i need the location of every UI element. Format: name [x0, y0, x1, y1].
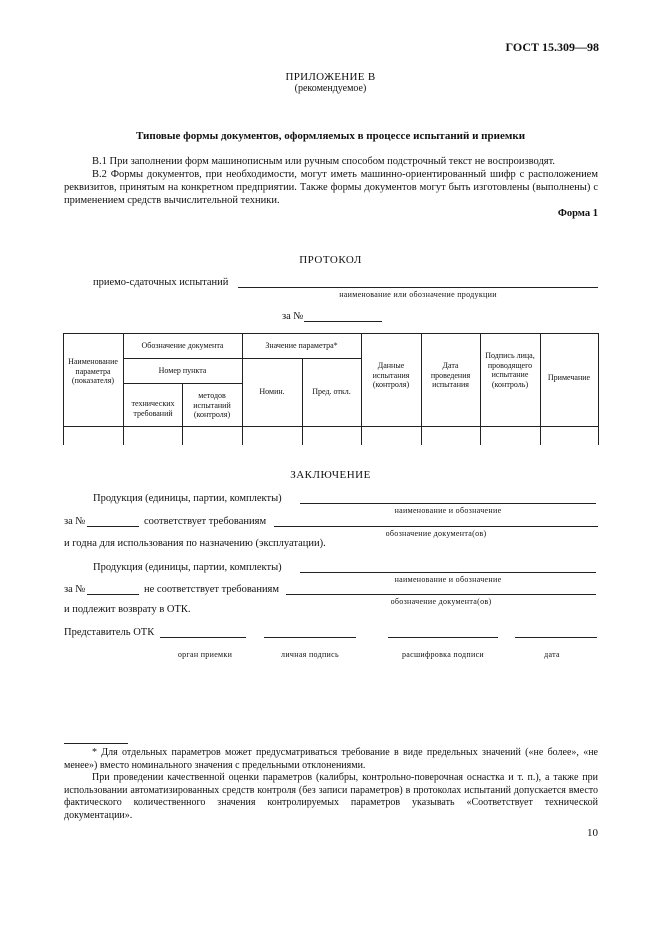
signature-line[interactable] [264, 637, 356, 638]
protocol-title: ПРОТОКОЛ [299, 254, 362, 266]
protocol-table [63, 333, 598, 445]
intro-paragraph-1: В.1 При заполнении форм машинописным или ручным способом подстрочный текст не воспроизводят. [92, 156, 556, 167]
doc-line-1[interactable] [274, 526, 598, 527]
number-line-2[interactable] [87, 594, 139, 595]
col-test-data: Данные испытания (контроля) [372, 361, 410, 389]
footnote-1: * Для отдельных параметров может предусматриваться требование в виде предельных значений («не более», «не менее») вместо номинального значения с предельными отклонениями. [64, 747, 598, 771]
col-parameter-name: Наименование параметра (показателя) [68, 357, 118, 385]
col-parameter-value: Значение параметра* [265, 341, 338, 350]
col-document: Обозначение документа [141, 341, 224, 350]
caption-doc-1: обозначение документа(ов) [385, 529, 487, 538]
complies-label: соответствует требованиям [144, 516, 267, 527]
product-caption: наименование или обозначение продукции [339, 290, 497, 299]
decode-line[interactable] [388, 637, 498, 638]
date-line[interactable] [515, 637, 597, 638]
col-test-date: Дата проведения испытания [430, 361, 471, 389]
caption-signature: личная подпись [281, 650, 339, 659]
product-field-line[interactable] [238, 287, 598, 288]
caption-date: дата [544, 650, 560, 659]
col-note: Примечание [547, 373, 591, 382]
col-test-methods: методов испытаний (контроля) [193, 391, 231, 419]
protocol-line1-label: приемо-сдаточных испытаний [93, 277, 229, 288]
form-label: Форма 1 [557, 208, 598, 219]
col-nominal: Номин. [259, 387, 285, 396]
product-label-1: Продукция (единицы, партии, комплекты) [93, 493, 282, 504]
page-number: 10 [587, 827, 598, 839]
footnote-2: При проведении качественной оценки параметров (калибры, контрольно-поверочная оснастка и т. п.), а также при использовании автоматизированных средств контроля (без записи параметров) в протоколах испытаний допускается вместо фактического количественного значения контролируемых параметров указывать «Соответствует технической документации». [64, 772, 598, 821]
return-text: и подлежит возврату в ОТК. [64, 604, 191, 615]
product-name-line-1[interactable] [300, 503, 596, 504]
not-complies-label: не соответствует требованиям [144, 584, 280, 595]
caption-doc-2: обозначение документа(ов) [390, 597, 492, 606]
col-clause-number: Номер пункта [158, 366, 207, 375]
caption-org: орган приемки [177, 650, 233, 659]
protocol-number-line[interactable] [304, 321, 382, 322]
product-label-2: Продукция (единицы, партии, комплекты) [93, 562, 282, 573]
intro-paragraph-2: В.2 Формы документов, при необходимости, могут иметь машинно-ориентированный шифр с расположением реквизитов, принятым на конкретном предприятии. Также формы документов могут быть изготовлены (выполнены) с применением средств вычислительной техники. [64, 169, 598, 206]
doc-line-2[interactable] [286, 594, 596, 595]
for-no-label-2: за № [64, 584, 86, 595]
org-line[interactable] [160, 637, 246, 638]
col-tech-requirements: технических требований [131, 399, 175, 418]
appendix-subtitle: (рекомендуемое) [294, 83, 367, 94]
number-line-1[interactable] [87, 526, 139, 527]
appendix-title: ПРИЛОЖЕНИЕ В [285, 71, 376, 83]
representative-label: Представитель ОТК [64, 627, 155, 638]
product-name-line-2[interactable] [300, 572, 596, 573]
footnote-divider [64, 743, 128, 744]
col-signature: Подпись лица, проводящего испытание (контроль) [485, 351, 535, 389]
caption-name-1: наименование и обозначение [394, 506, 502, 515]
fit-text: и годна для использования по назначению (эксплуатации). [64, 538, 326, 549]
caption-name-2: наименование и обозначение [394, 575, 502, 584]
conclusion-title: ЗАКЛЮЧЕНИЕ [290, 469, 371, 481]
caption-decode: расшифровка подписи [401, 650, 485, 659]
col-deviation: Пред. откл. [312, 387, 351, 396]
standard-header: ГОСТ 15.309—98 [505, 40, 599, 54]
section-title: Типовые формы документов, оформляемых в процессе испытаний и приемки [135, 130, 526, 142]
for-no-label-1: за № [64, 516, 86, 527]
protocol-number-label: за № [282, 311, 304, 322]
